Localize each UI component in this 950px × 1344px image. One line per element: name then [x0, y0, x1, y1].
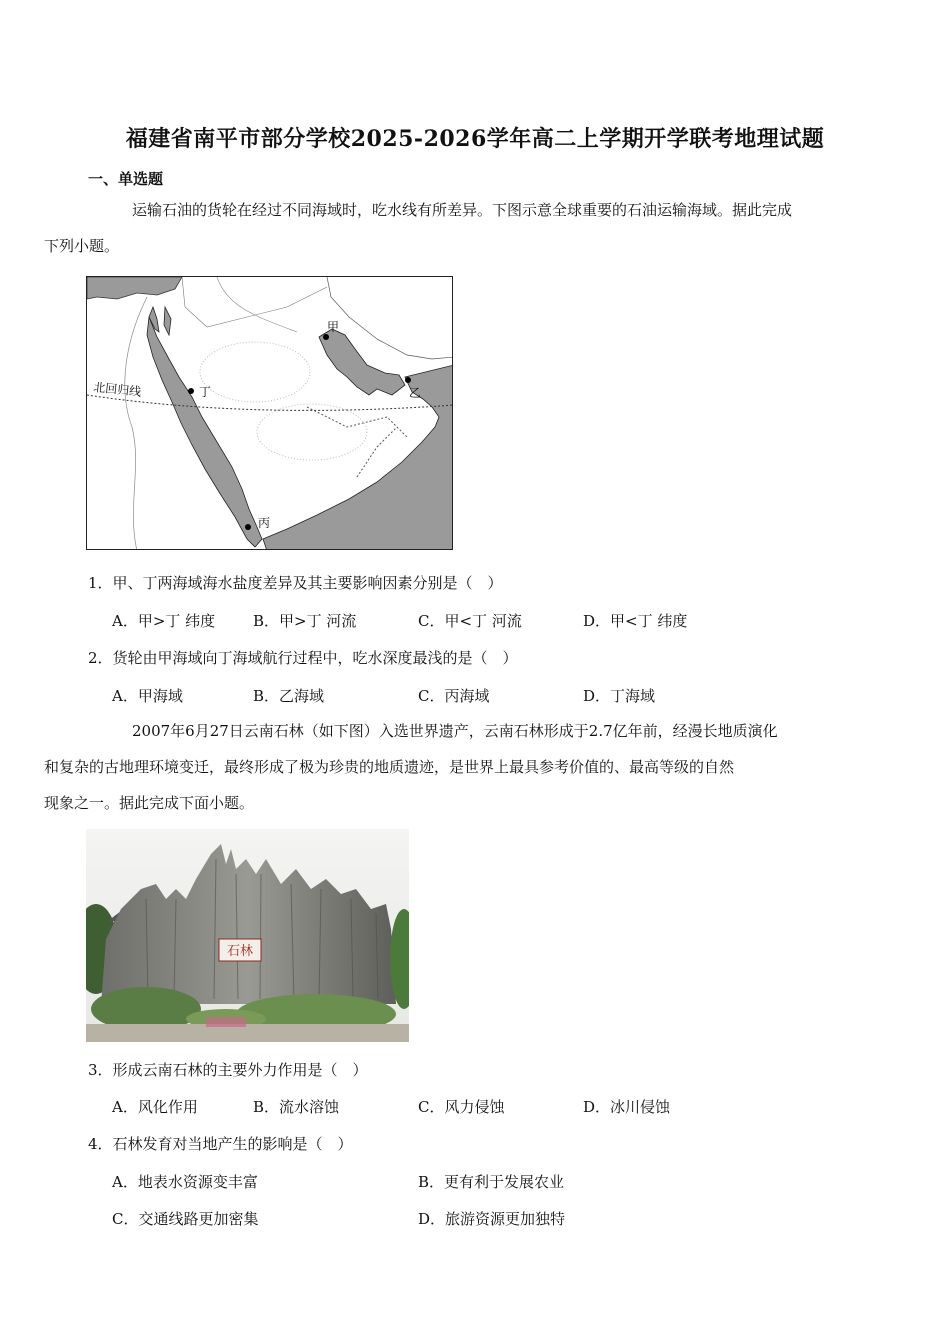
q1-option-a[interactable]: A．甲>丁 纬度	[112, 612, 216, 630]
label-bing: 丙	[258, 516, 271, 530]
q4-option-d[interactable]: D．旅游资源更加独特	[418, 1210, 566, 1228]
oil-route-map	[86, 276, 453, 550]
passage-2	[44, 713, 866, 821]
q4-option-c[interactable]: C．交通线路更加密集	[112, 1210, 259, 1228]
passage-2-line-2: 和复杂的古地理环境变迁，最终形成了极为珍贵的地质遗迹，是世界上最具参考价值的、最高等级的自然	[44, 758, 735, 776]
q4-option-a[interactable]: A．地表水资源变丰富	[112, 1173, 258, 1191]
passage-2-line-1: 2007年6月27日云南石林（如下图）入选世界遗产，云南石林形成于2.7亿年前，经漫长地质演化	[132, 722, 778, 740]
q1-option-d[interactable]: D．甲<丁 纬度	[583, 612, 688, 630]
label-ding: 丁	[199, 385, 212, 399]
label-jia: 甲	[327, 320, 340, 334]
q1-option-c[interactable]: C．甲<丁 河流	[418, 612, 522, 630]
question-2: 2．货轮由甲海域向丁海域航行过程中，吃水深度最浅的是（ ）	[88, 649, 518, 667]
page-title: 福建省南平市部分学校2025-2026学年高二上学期开学联考地理试题	[125, 126, 825, 152]
q2-option-b[interactable]: B．乙海域	[253, 687, 325, 705]
q4-option-b[interactable]: B．更有利于发展农业	[418, 1173, 565, 1191]
question-3: 3．形成云南石林的主要外力作用是（ ）	[88, 1061, 368, 1079]
passage-1-line-1: 运输石油的货轮在经过不同海域时，吃水线有所差异。下图示意全球重要的石油运输海域。据此完成	[132, 201, 793, 219]
passage-1	[44, 192, 866, 264]
q1-option-b[interactable]: B．甲>丁 河流	[253, 612, 357, 630]
tropic-label: 北回归线	[92, 380, 142, 400]
inscription-text: 石林	[226, 944, 254, 959]
point-jia	[323, 334, 329, 340]
q2-option-c[interactable]: C．丙海域	[418, 687, 490, 705]
q3-option-c[interactable]: C．风力侵蚀	[418, 1098, 505, 1116]
q3-option-b[interactable]: B．流水溶蚀	[253, 1098, 340, 1116]
passage-1-line-2: 下列小题。	[44, 237, 120, 255]
question-1: 1．甲、丁两海域海水盐度差异及其主要影响因素分别是（ ）	[88, 574, 503, 592]
stone-forest-photo	[86, 829, 409, 1042]
point-bing	[245, 524, 251, 530]
q3-option-a[interactable]: A．风化作用	[112, 1098, 198, 1116]
label-yi: 乙	[409, 386, 422, 400]
passage-2-line-3: 现象之一。据此完成下面小题。	[44, 794, 255, 812]
question-4: 4．石林发育对当地产生的影响是（ ）	[88, 1135, 353, 1153]
q2-option-d[interactable]: D．丁海域	[583, 687, 656, 705]
point-yi	[405, 377, 411, 383]
q2-option-a[interactable]: A．甲海域	[112, 687, 183, 705]
section-heading: 一、单选题	[88, 170, 164, 188]
point-ding	[188, 388, 194, 394]
q3-option-d[interactable]: D．冰川侵蚀	[583, 1098, 671, 1116]
